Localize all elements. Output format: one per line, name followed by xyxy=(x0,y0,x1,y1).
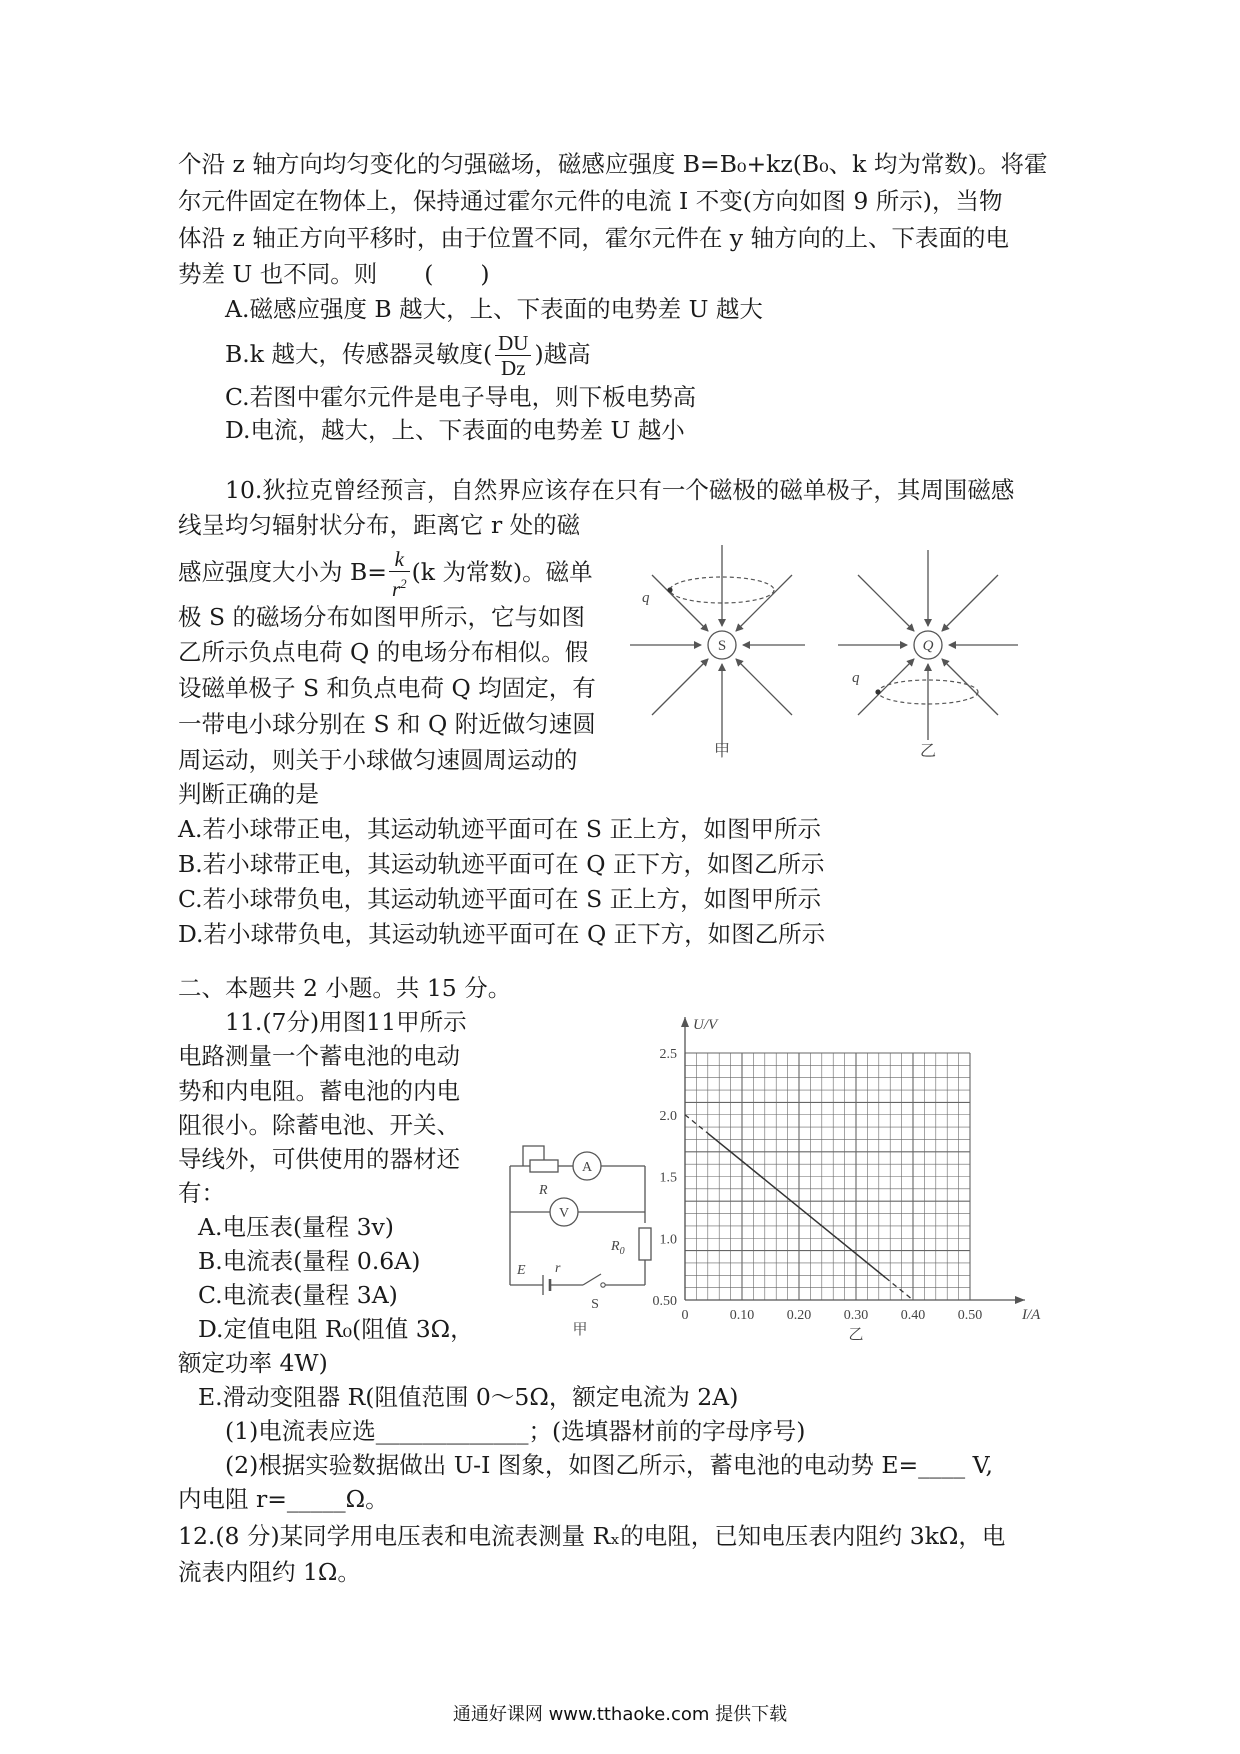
y-tick-label: 1.0 xyxy=(659,1232,677,1248)
x-tick-label: 0.50 xyxy=(957,1308,983,1323)
q10-option-d: D.若小球带负电，其运动轨迹平面可在 Q 正下方，如图乙所示 xyxy=(178,920,826,948)
q11-line-1: 11.(7分)用图11甲所示 xyxy=(225,1008,467,1036)
rheostat-slider xyxy=(523,1146,544,1166)
q10-line-8: 周运动，则关于小球做匀速圆周运动的 xyxy=(178,746,578,774)
q11-item-b: B.电流表(量程 0.6A) xyxy=(198,1247,421,1275)
q9-line-1: 个沿 z 轴方向均匀变化的匀强磁场，磁感应强度 B=B₀+kz(B₀、k 均为常数)。将霍 xyxy=(178,150,1048,178)
q10-line-1: 10.狄拉克曾经预言，自然界应该存在只有一个磁极的磁单极子，其周围磁感 xyxy=(225,476,1015,504)
emf-label: E xyxy=(517,1263,526,1278)
q11-subquestion-2-cont: 内电阻 r=_____Ω。 xyxy=(178,1485,389,1513)
q11-circuit-diagram xyxy=(505,1148,655,1348)
q9-line-4: 势差 U 也不同。则 ( ) xyxy=(178,260,490,288)
q9-option-b-pre: B.k 越大，传感器灵敏度( xyxy=(225,340,493,368)
chart-caption: 乙 xyxy=(848,1327,864,1343)
q11-line-4: 阻很小。除蓄电池、开关、 xyxy=(178,1111,460,1139)
q10-line-3-pre: 感应强度大小为 B= xyxy=(178,558,387,586)
y-tick-label: 2.5 xyxy=(659,1047,677,1062)
fig-jia-caption: 甲 xyxy=(713,743,731,760)
ammeter-label: A xyxy=(581,1160,593,1175)
q10-option-b: B.若小球带正电，其运动轨迹平面可在 Q 正下方，如图乙所示 xyxy=(178,850,825,878)
x-tick-label: 0.10 xyxy=(729,1308,755,1323)
series-line-extrapolated-end xyxy=(886,1278,913,1300)
q11-subquestion-1: (1)电流表应选_____________；(选填器材前的字母序号) xyxy=(225,1417,806,1445)
q9-option-c: C.若图中霍尔元件是电子导电，则下板电势高 xyxy=(225,383,697,411)
q10-line-5: 乙所示负点电荷 Q 的电场分布相似。假 xyxy=(178,638,589,666)
q11-item-c: C.电流表(量程 3A) xyxy=(198,1281,398,1309)
r0-label-sub: 0 xyxy=(619,1246,625,1257)
section2-heading: 二、本题共 2 小题。共 15 分。 xyxy=(178,974,512,1002)
q11-item-d: D.定值电阻 R₀(阻值 3Ω， xyxy=(198,1315,474,1343)
q9-option-b xyxy=(225,325,591,383)
internal-r-label: r xyxy=(555,1261,561,1276)
q9-frac-num: DU xyxy=(495,331,531,356)
x-tick-label: 0.30 xyxy=(843,1308,869,1323)
q12-line-1: 12.(8 分)某同学用电压表和电流表测量 Rₓ的电阻，已知电压表内阻约 3kΩ，电 xyxy=(178,1522,1006,1550)
x-axis-arrow xyxy=(1015,1296,1025,1304)
q10-line-3 xyxy=(178,545,593,601)
q10-line-6: 设磁单极子 S 和负点电荷 Q 均固定，有 xyxy=(178,674,596,702)
monopole-charge-label: q xyxy=(642,590,650,606)
q12-line-2: 流表内阻约 1Ω。 xyxy=(178,1558,361,1586)
q10-option-c: C.若小球带负电，其运动轨迹平面可在 S 正上方，如图甲所示 xyxy=(178,885,822,913)
r0-label-main: R xyxy=(611,1239,620,1254)
q10-frac-den-exp: 2 xyxy=(400,575,407,591)
x-tick-label: 0.40 xyxy=(900,1308,926,1323)
q10-frac-den-r: r xyxy=(391,576,401,601)
q10-line-7: 一带电小球分别在 S 和 Q 附近做匀速圆 xyxy=(178,710,596,738)
q10-field-fraction xyxy=(389,547,410,601)
q11-subquestion-2: (2)根据实验数据做出 U-I 图象，如图乙所示，蓄电池的电动势 E=____ V, xyxy=(225,1451,993,1479)
q9-option-b-post: )越高 xyxy=(534,340,591,368)
q11-item-d-cont: 额定功率 4W) xyxy=(178,1349,328,1377)
monopole-charge-dot xyxy=(667,587,672,592)
q9-sensitivity-fraction xyxy=(495,331,531,380)
voltmeter-label: V xyxy=(558,1206,570,1221)
q9-option-d: D.电流，越大，上、下表面的电势差 U 越小 xyxy=(225,416,685,444)
x-axis-label: I/A xyxy=(1022,1307,1041,1323)
circuit-caption: 甲 xyxy=(572,1322,588,1338)
rheostat-label: R xyxy=(539,1183,548,1198)
q10-frac-num: k xyxy=(389,547,410,572)
x-tick-label: 0.20 xyxy=(786,1308,812,1323)
q10-option-a: A.若小球带正电，其运动轨迹平面可在 S 正上方，如图甲所示 xyxy=(178,815,821,843)
y-tick-label: 1.5 xyxy=(659,1170,677,1186)
rheostat-box xyxy=(530,1160,558,1172)
q11-item-a: A.电压表(量程 3v) xyxy=(198,1213,394,1241)
y-tick-label: 2.0 xyxy=(659,1108,677,1124)
q10-field-figure xyxy=(630,540,1030,770)
q11-line-5: 导线外，可供使用的器材还 xyxy=(178,1145,460,1173)
fig-yi-caption: 乙 xyxy=(919,743,937,760)
q11-line-3: 势和内电阻。蓄电池的内电 xyxy=(178,1077,460,1105)
switch-blade xyxy=(583,1274,601,1285)
q9-line-2: 尔元件固定在物体上，保持通过霍尔元件的电流 I 不变(方向如图 9 所示)，当物 xyxy=(178,187,1003,215)
q9-frac-den: Dz xyxy=(501,356,526,380)
x-tick-label: 0 xyxy=(681,1308,689,1323)
q11-line-6: 有： xyxy=(178,1179,225,1207)
switch-label: S xyxy=(591,1297,599,1312)
monopole-s-label: S xyxy=(717,638,727,654)
q10-line-3-post: (k 为常数)。磁单 xyxy=(411,558,593,586)
switch-contact xyxy=(601,1283,605,1287)
q11-ui-chart xyxy=(645,1015,1045,1343)
q10-line-2: 线呈均匀辐射状分布，距离它 r 处的磁 xyxy=(178,511,581,539)
page-footer: 通通好课网 www.tthaoke.com 提供下载 xyxy=(452,1704,788,1725)
r0-label xyxy=(610,1239,625,1257)
q9-option-a: A.磁感应强度 B 越大，上、下表面的电势差 U 越大 xyxy=(225,295,763,323)
y-tick-label: 0.50 xyxy=(652,1294,677,1309)
series-line xyxy=(708,1133,886,1277)
y-axis-label: U/V xyxy=(693,1017,718,1033)
q11-line-2: 电路测量一个蓄电池的电动 xyxy=(178,1042,460,1070)
charge-q-label: q xyxy=(852,670,860,686)
charge-Q-label: Q xyxy=(922,638,934,654)
q10-frac-den xyxy=(389,572,410,601)
charge-q-dot xyxy=(875,689,880,694)
q10-line-4: 极 S 的磁场分布如图甲所示，它与如图 xyxy=(178,603,586,631)
y-axis-arrow xyxy=(681,1017,689,1027)
q10-line-9: 判断正确的是 xyxy=(178,780,319,808)
q9-line-3: 体沿 z 轴正方向平移时，由于位置不同，霍尔元件在 y 轴方向的上、下表面的电 xyxy=(178,224,1010,252)
q11-item-e: E.滑动变阻器 R(阻值范围 0～5Ω，额定电流为 2A) xyxy=(198,1383,739,1411)
